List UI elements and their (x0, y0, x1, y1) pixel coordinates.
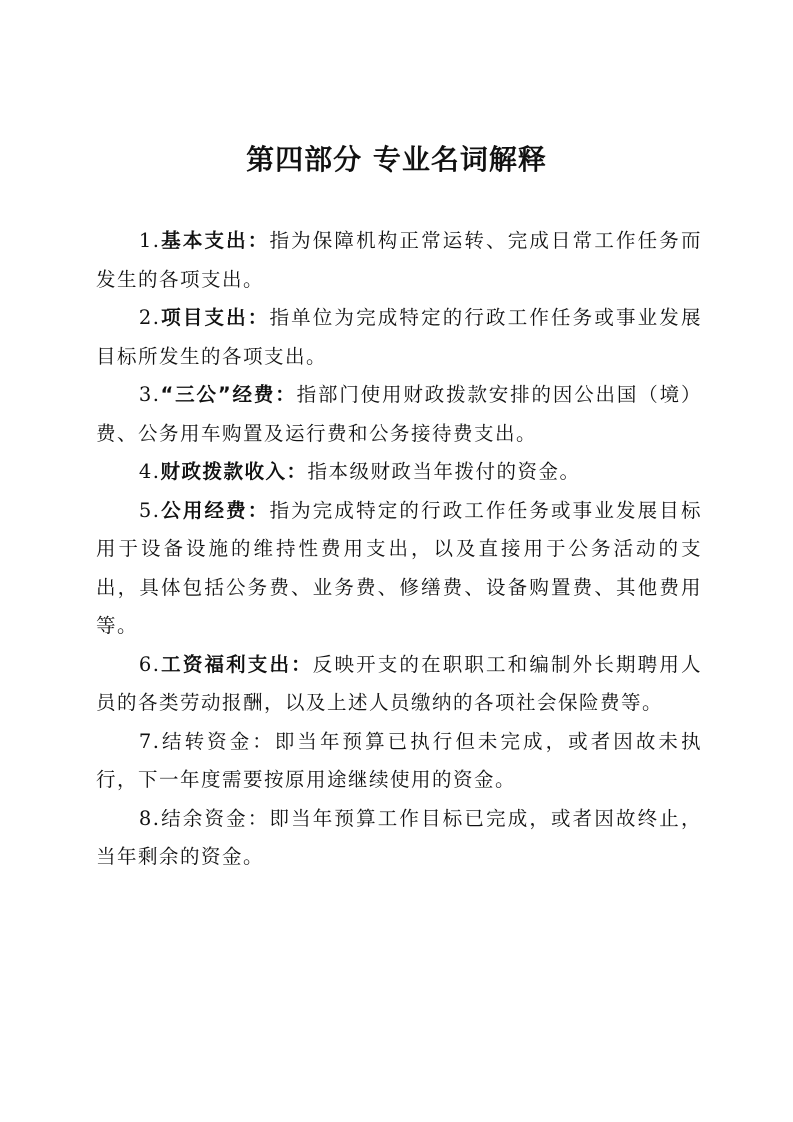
definition-item-8 (96, 800, 702, 877)
definition-list (96, 222, 702, 877)
definition-item-1 (96, 222, 702, 299)
definition-item-3 (96, 376, 702, 453)
term-label: 结余资金： (160, 806, 270, 830)
term-label: 公用经费： (160, 498, 270, 522)
item-number: 4. (138, 460, 161, 483)
page-title: 第四部分 专业名词解释 (246, 143, 547, 176)
term-definition: 指单位为完成特定的行政工作任务或事业发展目标所发生的各项支出。 (96, 306, 702, 368)
term-definition: 指本级财政当年拨付的资金。 (307, 460, 581, 483)
term-label: 财政拨款收入： (160, 460, 308, 483)
definition-item-2 (96, 299, 702, 376)
item-number: 7. (138, 729, 161, 753)
term-label: 结转资金： (160, 729, 275, 753)
term-label: 基本支出： (160, 229, 270, 252)
term-definition: 指为保障机构正常运转、完成日常工作任务而发生的各项支出。 (96, 229, 702, 291)
term-definition: 指为完成特定的行政工作任务或事业发展目标用于设备设施的维持性费用支出，以及直接用于公务活动的支出，具体包括公务费、业务费、修缮费、设备购置费、其他费用等。 (96, 498, 702, 637)
term-definition: 即当年预算已执行但未完成，或者因故未执行，下一年度需要按原用途继续使用的资金。 (96, 729, 702, 791)
term-definition: 反映开支的在职职工和编制外长期聘用人员的各类劳动报酬，以及上述人员缴纳的各项社会保险费等。 (96, 652, 702, 714)
item-number: 5. (138, 498, 161, 522)
term-label: 项目支出： (160, 306, 270, 329)
term-label: 工资福利支出： (160, 652, 313, 676)
definition-item-5 (96, 492, 702, 646)
item-number: 6. (138, 652, 161, 676)
term-label: “三公”经费： (160, 383, 297, 406)
item-number: 2. (138, 306, 161, 329)
item-number: 8. (138, 806, 161, 830)
definition-item-6 (96, 646, 702, 723)
term-definition: 即当年预算工作目标已完成，或者因故终止，当年剩余的资金。 (96, 806, 702, 868)
item-number: 3. (138, 383, 161, 406)
definition-item-4 (96, 453, 702, 492)
item-number: 1. (138, 229, 161, 252)
definition-item-7 (96, 723, 702, 800)
term-definition: 指部门使用财政拨款安排的因公出国（境）费、公务用车购置及运行费和公务接待费支出。 (96, 383, 702, 445)
